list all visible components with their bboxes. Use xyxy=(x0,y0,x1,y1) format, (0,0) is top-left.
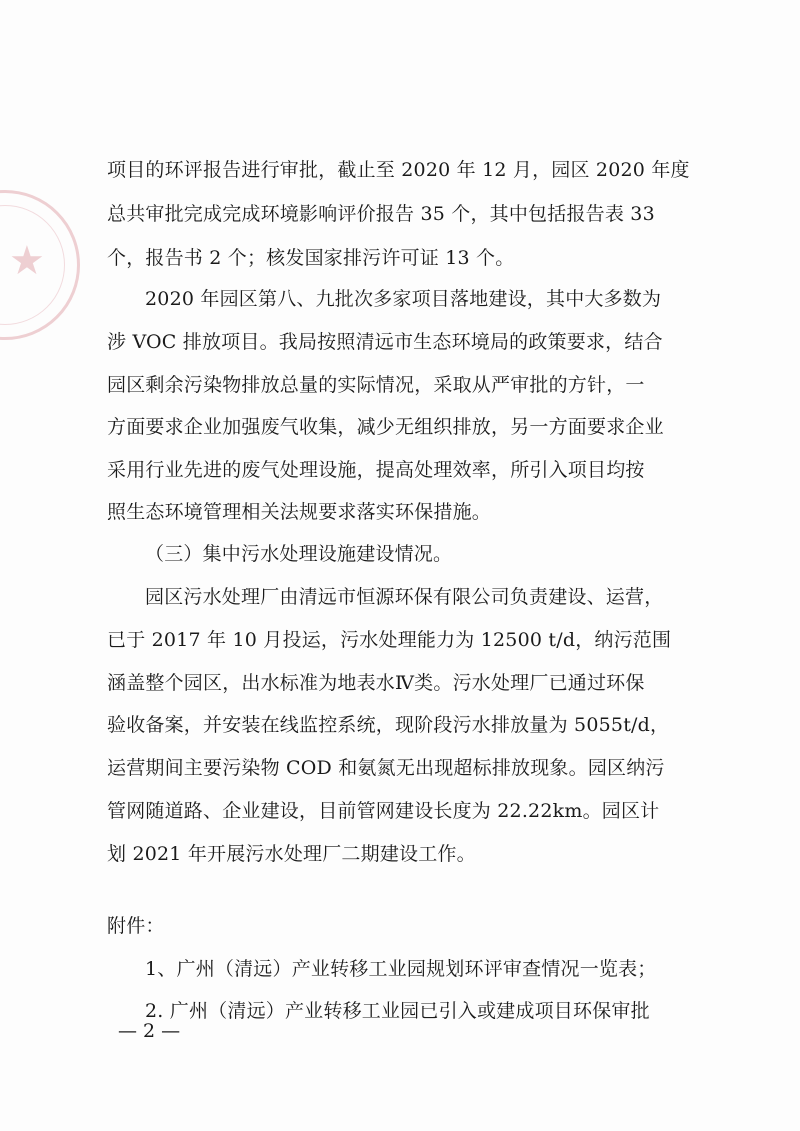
paragraph-1-line-2: 总共审批完成完成环境影响评价报告 35 个，其中包括报告表 33 xyxy=(107,203,655,225)
paragraph-3-line-7: 划 2021 年开展污水处理厂二期建设工作。 xyxy=(107,843,476,865)
attachment-item-1: 1、广州（清远）产业转移工业园规划环评审查情况一览表； xyxy=(145,958,657,980)
paragraph-3-line-4: 验收备案，并安装在线监控系统，现阶段污水排放量为 5055t/d， xyxy=(107,714,670,736)
paragraph-3-line-1: 园区污水处理厂由清远市恒源环保有限公司负责建设、运营， xyxy=(145,586,664,608)
paragraph-3-line-6: 管网随道路、企业建设，目前管网建设长度为 22.22km。园区计 xyxy=(107,800,660,822)
paragraph-2-line-4: 方面要求企业加强废气收集，减少无组织排放，另一方面要求企业 xyxy=(107,416,664,438)
paragraph-1-line-3: 个，报告书 2 个；核发国家排污许可证 13 个。 xyxy=(107,247,515,269)
page-number: — 2 — xyxy=(118,1020,181,1042)
paragraph-1-line-1: 项目的环评报告进行审批，截止至 2020 年 12 月，园区 2020 年度 xyxy=(107,159,690,181)
paragraph-3-line-2: 已于 2017 年 10 月投运，污水处理能力为 12500 t/d，纳污范围 xyxy=(107,629,672,651)
attachments-label: 附件： xyxy=(107,915,165,937)
paragraph-2-line-2: 涉 VOC 排放项目。我局按照清远市生态环境局的政策要求，结合 xyxy=(107,331,663,353)
official-seal-stamp xyxy=(0,190,80,340)
paragraph-2-line-1: 2020 年园区第八、九批次多家项目落地建设，其中大多数为 xyxy=(145,288,662,310)
paragraph-3-line-5: 运营期间主要污染物 COD 和氨氮无出现超标排放现象。园区纳污 xyxy=(107,757,665,779)
paragraph-2-line-6: 照生态环境管理相关法规要求落实环保措施。 xyxy=(107,501,492,523)
attachment-item-2: 2. 广州（清远）产业转移工业园已引入或建成项目环保审批 xyxy=(145,1000,650,1022)
paragraph-2-line-3: 园区剩余污染物排放总量的实际情况，采取从严审批的方针，一 xyxy=(107,374,645,396)
paragraph-3-line-3: 涵盖整个园区，出水标准为地表水Ⅳ类。污水处理厂已通过环保 xyxy=(107,672,645,694)
section-heading-3: （三）集中污水处理设施建设情况。 xyxy=(145,543,453,565)
seal-star-icon: ★ xyxy=(9,238,45,284)
paragraph-2-line-5: 采用行业先进的废气处理设施，提高处理效率，所引入项目均按 xyxy=(107,459,645,481)
